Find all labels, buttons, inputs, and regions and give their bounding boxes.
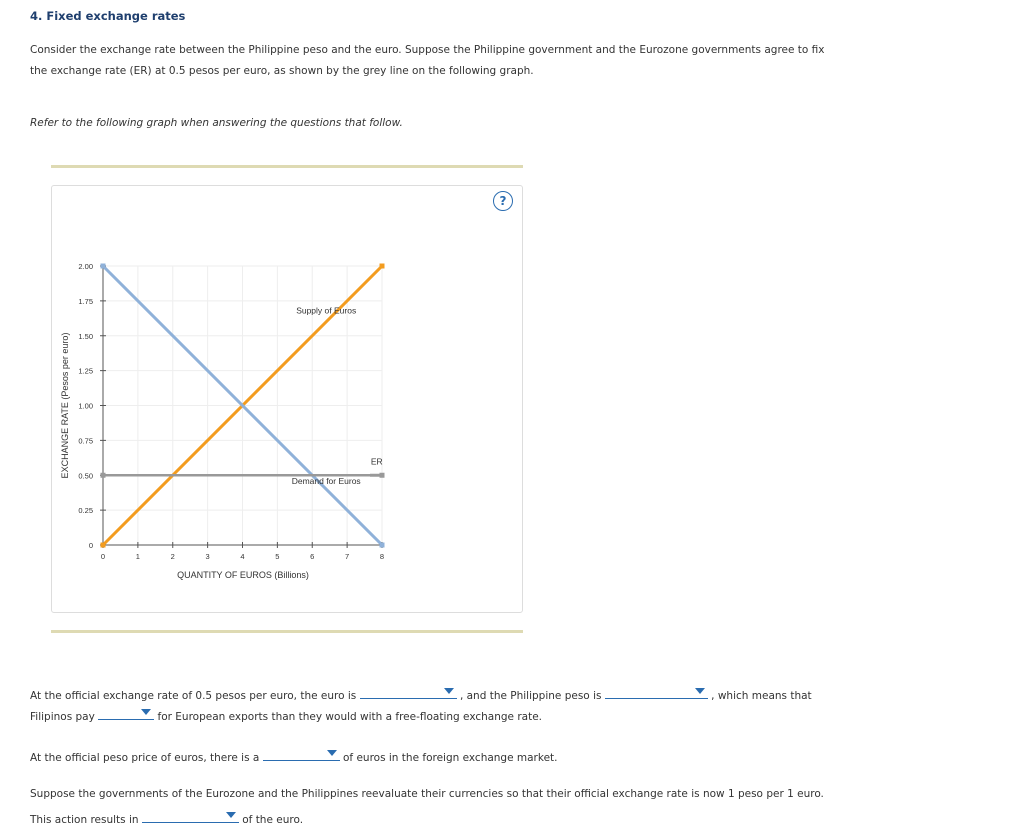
annotation-er: ER <box>370 456 383 467</box>
q1-text-c: , which means that <box>711 690 812 702</box>
q1-text-d: Filipinos pay <box>30 711 95 723</box>
y-tick-label: 1.75 <box>78 296 93 306</box>
x-tick-label: 5 <box>275 552 280 561</box>
top-divider <box>51 165 523 168</box>
q1-text-a: At the official exchange rate of 0.5 pesos per euro, the euro is <box>30 690 357 702</box>
intro-line-2: the exchange rate (ER) at 0.5 pesos per euro, as shown by the grey line on the following graph. <box>30 65 534 77</box>
question-2 <box>30 747 558 764</box>
chevron-down-icon <box>327 750 337 756</box>
q2-text-b: of euros in the foreign exchange market. <box>343 752 558 764</box>
question-3-intro: Suppose the governments of the Eurozone and the Philippines reevaluate their currencies so that their official exchange rate is now 1 peso per 1 euro. <box>30 788 824 800</box>
demand-for-euros-endpoint <box>101 264 106 269</box>
annotation-supply-of-euros: Supply of Euros <box>296 305 357 316</box>
x-tick-label: 7 <box>345 552 350 561</box>
q3-text-a: This action results in <box>30 814 139 826</box>
question-3 <box>30 809 303 826</box>
euro-valuation-dropdown[interactable] <box>360 685 457 699</box>
exchange-rate-chart <box>52 186 522 612</box>
x-tick-label: 8 <box>379 552 385 561</box>
question-1-line-1 <box>30 685 812 702</box>
chevron-down-icon <box>695 688 705 694</box>
y-tick-label: 0.75 <box>78 436 93 446</box>
y-tick-label: 2.00 <box>78 262 93 271</box>
annotation-demand-for-euros: Demand for Euros <box>291 475 361 486</box>
chevron-down-icon <box>141 709 151 715</box>
chevron-down-icon <box>226 812 236 818</box>
y-tick-label: 0.25 <box>78 506 93 516</box>
q2-text-a: At the official peso price of euros, there is a <box>30 752 260 764</box>
er-legend-swatch <box>370 474 382 477</box>
market-condition-dropdown[interactable] <box>263 747 340 761</box>
x-tick-label: 6 <box>310 552 315 561</box>
x-tick-label: 1 <box>135 552 140 561</box>
x-tick-label: 4 <box>240 552 245 561</box>
peso-valuation-dropdown[interactable] <box>605 685 708 699</box>
refer-instruction: Refer to the following graph when answering the questions that follow. <box>30 117 403 129</box>
y-tick-label: 0 <box>88 541 93 550</box>
x-tick-label: 3 <box>205 552 210 561</box>
filipinos-pay-dropdown[interactable] <box>98 706 154 720</box>
question-1-line-2 <box>30 706 542 723</box>
q1-text-b: , and the Philippine peso is <box>459 690 602 702</box>
supply-of-euros-endpoint <box>101 543 106 548</box>
x-tick-label: 2 <box>170 552 175 561</box>
help-icon[interactable]: ? <box>493 191 513 211</box>
revaluation-result-dropdown[interactable] <box>142 809 239 823</box>
er-endpoint <box>101 473 106 478</box>
annotations <box>292 306 383 486</box>
y-tick-label: 1.50 <box>78 331 93 341</box>
chevron-down-icon <box>444 688 454 694</box>
q1-text-e: for European exports than they would with a free-floating exchange rate. <box>157 711 543 723</box>
y-tick-label: 1.25 <box>78 366 93 376</box>
q3-text-b: of the euro. <box>242 814 304 826</box>
graph-panel <box>51 185 523 613</box>
y-axis-label: EXCHANGE RATE (Pesos per euro) <box>60 332 70 479</box>
question-title: 4. Fixed exchange rates <box>30 9 186 23</box>
demand-for-euros-endpoint <box>380 543 385 548</box>
intro-line-1: Consider the exchange rate between the Philippine peso and the euro. Suppose the Philippine government and the Eurozone governments agree to fix <box>30 44 825 56</box>
x-tick-label: 0 <box>100 552 106 561</box>
y-tick-label: 0.50 <box>78 471 93 481</box>
bottom-divider <box>51 630 523 633</box>
x-axis-label: QUANTITY OF EUROS (Billions) <box>177 570 309 580</box>
y-tick-label: 1.00 <box>78 401 93 411</box>
supply-of-euros-endpoint <box>380 264 385 269</box>
